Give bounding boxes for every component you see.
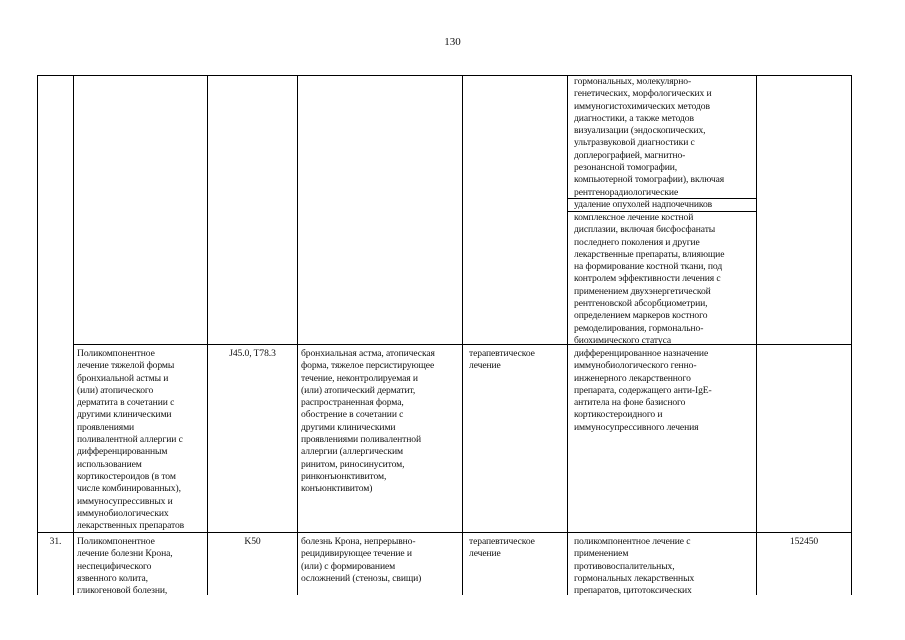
method-cell-continued: гормональных, молекулярно- генетических, морфологических и иммуногистохимических методов диагностики, а также методов визуализации (эндоскопических, ультразвуковой диагностики с доплерографией, магнитно- резонансной томографии, компьютерной томографии), включая рентгенорадиологические <box>574 76 725 198</box>
method-cell-adrenal: удаление опухолей надпочечников <box>574 199 713 210</box>
col-border-treatment <box>462 75 463 595</box>
col-border-name <box>73 75 74 595</box>
asthma-codes-cell: J45.0, T78.3 <box>229 348 276 359</box>
col-border-method <box>567 75 568 595</box>
asthma-model-cell: бронхиальная астма, атопическая форма, тяжелое персистирующее течение, неконтролируемая и (или) атопический дерматит, распространенная форма, обострение в сочетании с другими клиническими проявлениями поливалентной аллергии (аллергическим ринитом, риносинуситом, ринконъюнктивитом, конъюнктивитом) <box>301 348 435 495</box>
crohn-number-cell: 31. <box>49 536 62 547</box>
page-number: 130 <box>444 36 461 48</box>
asthma-name-cell: Поликомпонентное лечение тяжелой формы бронхиальной астмы и (или) атопического дерматита в сочетании с другими клиническими проявлениями поливалентной аллергии с дифференцированным использованием кортикостероидов (в том числе комбинированных), иммуносупрессивных и иммунобиологических лекарственных препаратов <box>77 348 185 532</box>
crohn-cost-cell: 152450 <box>789 536 819 547</box>
col-border-left <box>37 75 38 595</box>
crohn-treatment-cell: терапевтическое лечение <box>469 536 535 560</box>
method-cell-bone-dysplasia: комплексное лечение костной дисплазии, включая бисфосфанаты последнего поколения и другие лекарственные препараты, влияющие на формирование костной ткани, под контролем эффективности лечения с применением двухэнергетической рентгеновской абсорбциометрии, определением маркеров костного ремоделирования, гормонально- биохимического статуса <box>574 212 725 346</box>
col-border-cost <box>756 75 757 595</box>
crohn-name-cell: Поликомпонентное лечение болезни Крона, неспецифического язвенного колита, гликогеновой болезни, <box>77 536 173 597</box>
crohn-method-cell: поликомпонентное лечение с применением противовоспалительных, гормональных лекарственных препаратов, цитотоксических <box>574 536 695 597</box>
crohn-codes-cell: K50 <box>244 536 261 547</box>
asthma-method-cell: дифференцированное назначение иммунобиологического генно- инженерного лекарственного препарата, содержащего анти-IgE- антитела на фоне базисного кортикостероидного и иммуносупрессивного лечения <box>574 348 712 433</box>
col-border-model <box>297 75 298 595</box>
col-border-codes <box>207 75 208 595</box>
col-border-right <box>851 75 852 595</box>
asthma-treatment-cell: терапевтическое лечение <box>469 348 535 372</box>
crohn-model-cell: болезнь Крона, непрерывно- рецидивирующее течение и (или) с формированием осложнений (стенозы, свищи) <box>301 536 422 584</box>
